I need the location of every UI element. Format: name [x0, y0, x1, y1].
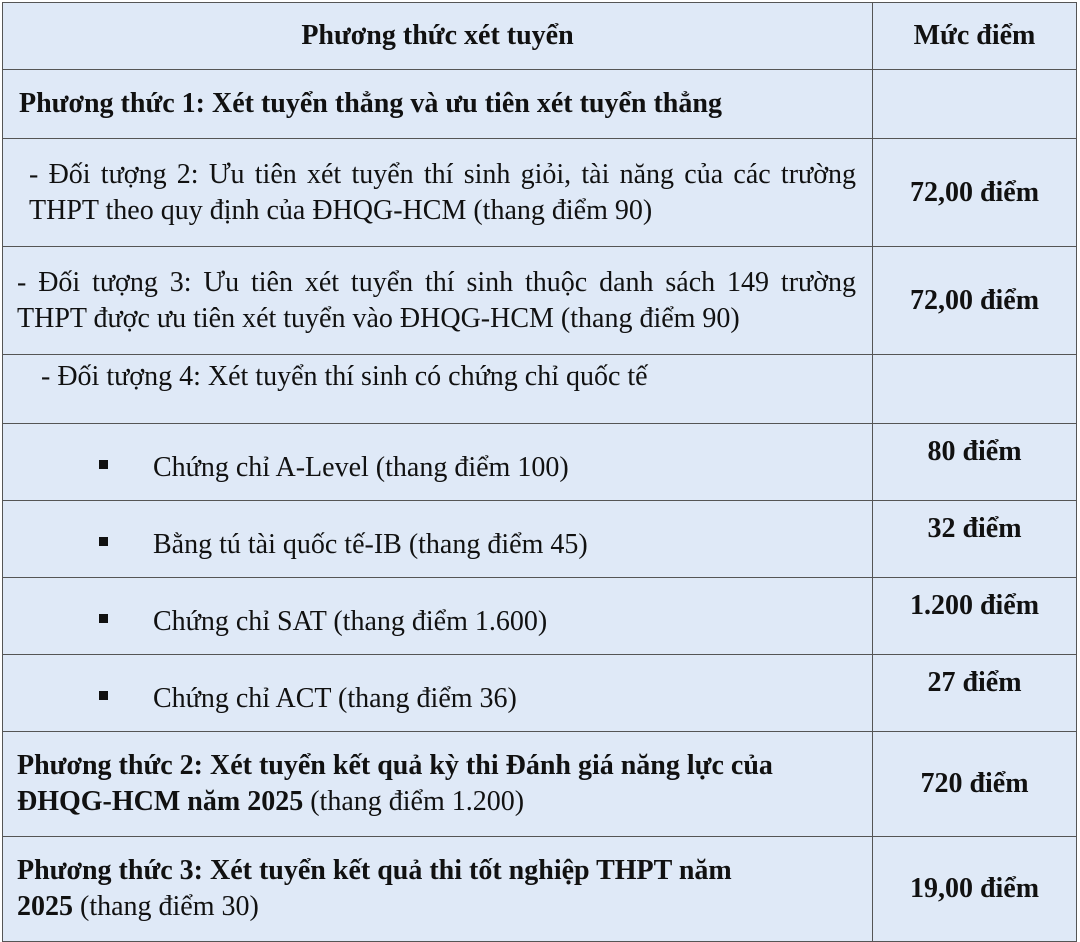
- header-method: Phương thức xét tuyển: [3, 3, 873, 70]
- certificate-score: 32 điểm: [873, 501, 1077, 578]
- object-2-score: 72,00 điểm: [873, 139, 1077, 247]
- certificate-name: Bằng tú tài quốc tế-IB (thang điểm 45): [153, 529, 588, 560]
- certificate-row: [3, 424, 1077, 501]
- admission-score-table: [2, 2, 1077, 942]
- method-2-row: [3, 732, 1077, 837]
- method-2-score: 720 điểm: [873, 732, 1077, 837]
- certificate-name: Chứng chỉ A-Level (thang điểm 100): [153, 452, 569, 483]
- certificate-cell: [3, 501, 873, 578]
- certificate-score: 80 điểm: [873, 424, 1077, 501]
- header-score: Mức điểm: [873, 3, 1077, 70]
- certificate-score: 1.200 điểm: [873, 578, 1077, 655]
- method-3-row: [3, 837, 1077, 942]
- certificate-name: Chứng chỉ SAT (thang điểm 1.600): [153, 606, 548, 637]
- object-4-text: - Đối tượng 4: Xét tuyển thí sinh có chứng chỉ quốc tế: [41, 361, 648, 392]
- bullet-icon: [99, 537, 108, 546]
- method-2-cell: [3, 732, 873, 837]
- object-2-text: - Đối tượng 2: Ưu tiên xét tuyển thí sinh giỏi, tài năng của các trường THPT theo quy định của ĐHQG-HCM (thang điểm 90): [3, 139, 873, 247]
- object-4-score: [873, 355, 1077, 424]
- object-3-score: 72,00 điểm: [873, 247, 1077, 355]
- certificate-name: Chứng chỉ ACT (thang điểm 36): [153, 683, 517, 714]
- bullet-icon: [99, 460, 108, 469]
- method-3-cell: [3, 837, 873, 942]
- method-3-score: 19,00 điểm: [873, 837, 1077, 942]
- object-3-row: [3, 247, 1077, 355]
- certificate-cell: [3, 655, 873, 732]
- object-2-row: [3, 139, 1077, 247]
- method-3-scale: (thang điểm 30): [73, 891, 259, 922]
- table-header-row: [3, 3, 1077, 70]
- object-4-row: [3, 355, 1077, 424]
- certificate-cell: [3, 424, 873, 501]
- method-1-row: [3, 70, 1077, 139]
- method-1-title: Phương thức 1: Xét tuyển thẳng và ưu tiên xét tuyển thẳng: [3, 70, 873, 139]
- object-4-cell: [3, 355, 873, 424]
- certificate-row: [3, 578, 1077, 655]
- method-1-score: [873, 70, 1077, 139]
- method-3-title: Phương thức 3: Xét tuyển kết quả thi tốt nghiệp THPT năm 2025: [17, 855, 732, 922]
- certificate-cell: [3, 578, 873, 655]
- bullet-icon: [99, 691, 108, 700]
- method-2-scale: (thang điểm 1.200): [303, 786, 525, 817]
- object-3-text: - Đối tượng 3: Ưu tiên xét tuyển thí sinh thuộc danh sách 149 trường THPT được ưu tiên xét tuyển vào ĐHQG-HCM (thang điểm 90): [3, 247, 873, 355]
- certificate-row: [3, 655, 1077, 732]
- certificate-score: 27 điểm: [873, 655, 1077, 732]
- bullet-icon: [99, 614, 108, 623]
- method-2-title: Phương thức 2: Xét tuyển kết quả kỳ thi Đánh giá năng lực của ĐHQG-HCM năm 2025: [17, 750, 773, 817]
- certificate-row: [3, 501, 1077, 578]
